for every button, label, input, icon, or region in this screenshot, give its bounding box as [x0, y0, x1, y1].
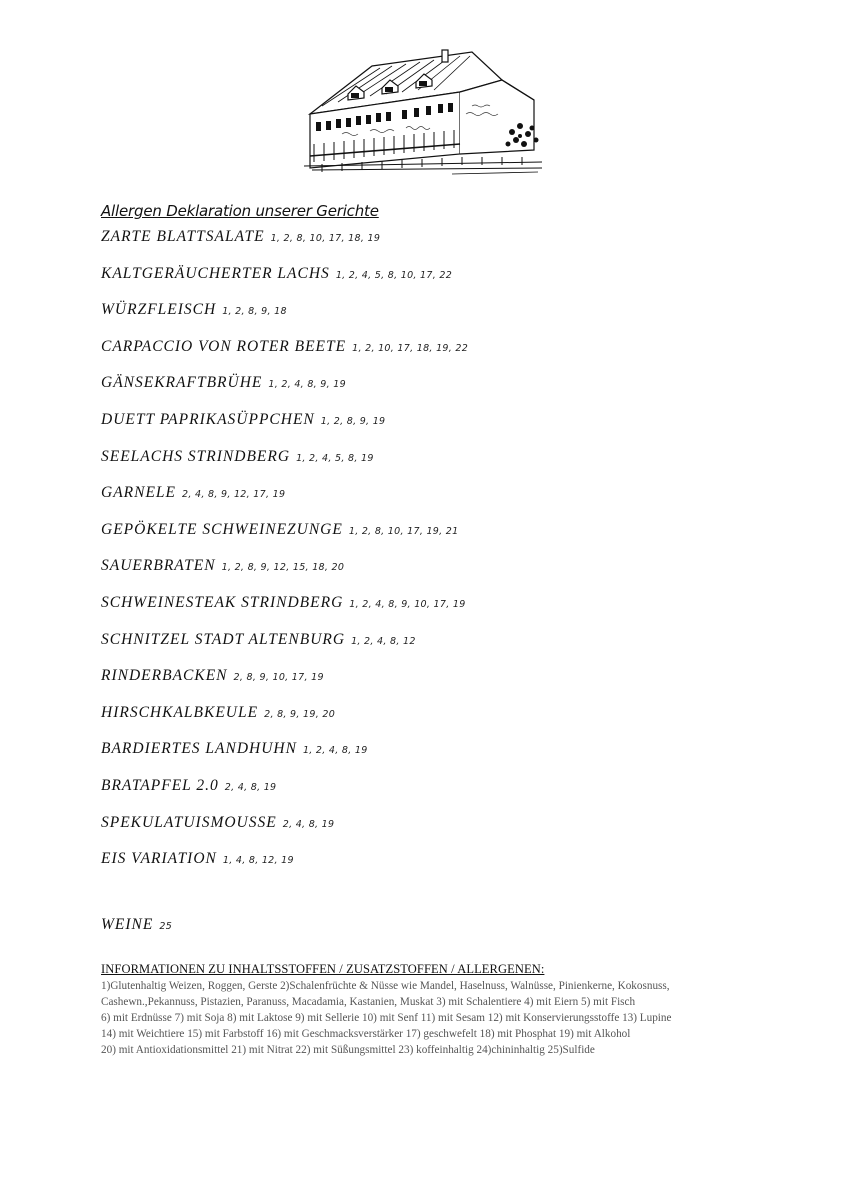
- wine-allergen-codes: 25: [159, 921, 173, 932]
- dish-entry: [101, 631, 416, 649]
- dish-name: SCHWEINESTEAK STRINDBERG: [101, 594, 344, 611]
- dish-entry: [101, 411, 385, 429]
- page-heading: Allergen Deklaration unserer Gerichte: [101, 202, 379, 220]
- info-line: 1)Glutenhaltig Weizen, Roggen, Gerste 2)Schalenfrüchte & Nüsse wie Mandel, Haselnuss, Walnüsse, Pinienkerne, Kokosnuss,: [101, 980, 670, 992]
- dish-allergen-codes: 1, 2, 4, 5, 8, 19: [296, 452, 374, 464]
- dish-allergen-codes: 2, 8, 9, 10, 17, 19: [233, 672, 324, 684]
- dish-entry: [101, 704, 335, 722]
- info-title: INFORMATIONEN ZU INHALTSSTOFFEN / ZUSATZSTOFFEN / ALLERGENEN:: [101, 962, 545, 976]
- dish-allergen-codes: 1, 2, 10, 17, 18, 19, 22: [352, 342, 469, 354]
- dish-name: RINDERBACKEN: [101, 667, 228, 685]
- dish-entry: [101, 814, 334, 832]
- dish-name: BARDIERTES LANDHUHN: [101, 740, 297, 758]
- info-line: 6) mit Erdnüsse 7) mit Soja 8) mit Laktose 9) mit Sellerie 10) mit Senf 11) mit Sesam 12) mit Konservierungsstoffe 13) Lupine: [101, 1012, 672, 1024]
- dish-entry: [101, 265, 452, 283]
- dish-allergen-codes: 2, 4, 8, 19: [224, 782, 277, 793]
- dish-name: WÜRZFLEISCH: [101, 301, 217, 319]
- dish-name: SEELACHS STRINDBERG: [101, 447, 291, 465]
- wine-name: WEINE: [101, 916, 154, 933]
- dish-allergen-codes: 1, 2, 4, 8, 19: [302, 745, 368, 757]
- dish-entry: [101, 594, 466, 612]
- info-line: Cashewn.,Pekannuss, Pistazien, Paranuss, Macadamia, Kastanien, Muskat 3) mit Schalentiere 4) mit Eiern 5) mit Fisch: [101, 996, 636, 1008]
- dish-allergen-codes: 1, 4, 8, 12, 19: [222, 855, 294, 867]
- dish-allergen-codes: 1, 2, 4, 8, 12: [351, 635, 416, 647]
- dish-entry: [101, 777, 276, 795]
- dish-entry: [101, 521, 458, 539]
- dish-allergen-codes: 2, 4, 8, 19: [282, 818, 335, 830]
- dish-name: BRATAPFEL 2.0: [101, 777, 219, 794]
- dish-entry: [101, 228, 380, 246]
- info-line: 20) mit Antioxidationsmittel 21) mit Nitrat 22) mit Süßungsmittel 23) koffeinhaltig 24)chininhaltig 25)Sulfide: [101, 1044, 595, 1056]
- dish-allergen-codes: 2, 8, 9, 19, 20: [264, 708, 336, 720]
- dish-entry: [101, 557, 344, 575]
- dish-allergen-codes: 1, 2, 4, 8, 9, 19: [268, 379, 346, 391]
- dish-name: SCHNITZEL STADT ALTENBURG: [101, 630, 346, 648]
- dish-name: ZARTE BLATTSALATE: [101, 228, 265, 245]
- dish-entry: [101, 667, 324, 685]
- inn-building-illustration: [302, 44, 548, 178]
- dish-entry: [101, 850, 294, 868]
- dish-allergen-codes: 1, 2, 8, 10, 17, 19, 21: [348, 525, 459, 537]
- dish-allergen-codes: 1, 2, 8, 9, 19: [320, 416, 386, 427]
- dish-name: GEPÖKELTE SCHWEINEZUNGE: [101, 520, 343, 538]
- dish-allergen-codes: 1, 2, 8, 9, 18: [222, 306, 287, 318]
- dish-name: CARPACCIO VON ROTER BEETE: [101, 337, 347, 355]
- dish-name: GARNELE: [101, 484, 177, 502]
- dish-name: SAUERBRATEN: [101, 557, 216, 575]
- wine-entry: [101, 916, 172, 934]
- dish-name: EIS VARIATION: [101, 850, 217, 868]
- dish-entry: [101, 374, 346, 392]
- dish-entry: [101, 338, 468, 356]
- dish-entry: [101, 484, 285, 502]
- dish-name: DUETT PAPRIKASÜPPCHEN: [101, 411, 315, 428]
- dish-name: GÄNSEKRAFTBRÜHE: [101, 374, 263, 392]
- dish-name: KALTGERÄUCHERTER LACHS: [101, 264, 330, 282]
- dish-name: SPEKULATUISMOUSSE: [101, 813, 277, 831]
- info-line: 14) mit Weichtiere 15) mit Farbstoff 16) mit Geschmacksverstärker 17) geschwefelt 18) mit Phosphat 19) mit Alkohol: [101, 1028, 631, 1040]
- dish-entry: [101, 301, 287, 319]
- dish-name: HIRSCHKALBKEULE: [101, 703, 259, 721]
- dish-entry: [101, 448, 374, 466]
- dish-allergen-codes: 1, 2, 4, 5, 8, 10, 17, 22: [335, 269, 453, 281]
- dish-entry: [101, 740, 368, 758]
- dish-allergen-codes: 1, 2, 8, 9, 12, 15, 18, 20: [221, 562, 345, 574]
- dish-allergen-codes: 1, 2, 4, 8, 9, 10, 17, 19: [349, 599, 466, 610]
- dish-allergen-codes: 2, 4, 8, 9, 12, 17, 19: [182, 489, 286, 501]
- dish-allergen-codes: 1, 2, 8, 10, 17, 18, 19: [270, 233, 381, 244]
